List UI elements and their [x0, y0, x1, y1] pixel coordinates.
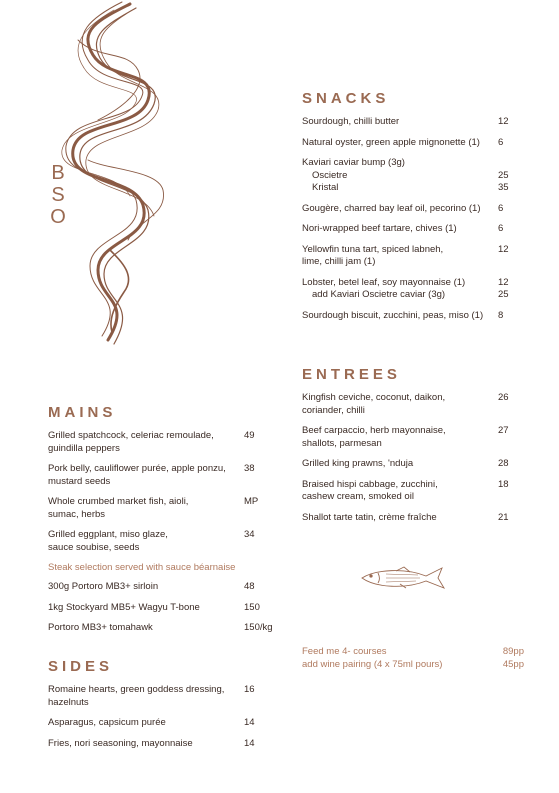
- menu-item-row: [48, 430, 278, 443]
- menu-item: [48, 622, 278, 635]
- menu-item-name: Grilled king prawns, 'nduja: [302, 458, 414, 469]
- menu-item-name: Yellowfin tuna tart, spiced labneh,: [302, 243, 444, 255]
- menu-item-row: [302, 479, 508, 492]
- menu-item-name: Sourdough, chilli butter: [302, 116, 400, 127]
- menu-item-price: 14: [244, 717, 255, 728]
- menu-item-row: [48, 463, 278, 476]
- menu-item-name: guindilla peppers: [48, 442, 120, 454]
- menu-item-name: Whole crumbed market fish, aioli,: [48, 496, 189, 507]
- menu-item-price: 6: [498, 136, 504, 148]
- entrees-list: [302, 392, 508, 524]
- menu-item-row: [48, 738, 278, 751]
- menu-item-row: [302, 512, 508, 525]
- menu-item-row: [302, 157, 508, 170]
- snacks-heading: SNACKS: [302, 90, 390, 107]
- menu-item-name: sumac, herbs: [48, 508, 106, 520]
- menu-item: [48, 738, 278, 751]
- menu-item-name: Nori-wrapped beef tartare, chives (1): [302, 223, 457, 234]
- feed-label: Feed me 4- courses: [302, 646, 387, 657]
- menu-item-price: 38: [244, 463, 255, 474]
- menu-sub-item-price: 25: [498, 289, 509, 300]
- fish-icon: [356, 563, 448, 593]
- menu-item-row: [302, 392, 508, 405]
- menu-item-price: 18: [498, 478, 509, 490]
- menu-item-price: MP: [244, 496, 259, 507]
- menu-item-row: [48, 496, 278, 509]
- menu-item-price: 48: [244, 581, 255, 592]
- menu-item-row: [302, 491, 508, 504]
- menu-item: [302, 244, 508, 269]
- menu-item-row: [302, 256, 508, 269]
- menu-item-name: Romaine hearts, green goddess dressing,: [48, 684, 225, 695]
- menu-item-price: 6: [498, 202, 504, 214]
- menu-item-name: Asparagus, capsicum purée: [48, 717, 166, 728]
- menu-item-row: [48, 684, 278, 697]
- menu-item-name: mustard seeds: [48, 475, 111, 487]
- sides-list: [48, 684, 278, 750]
- sides-section: [48, 658, 278, 758]
- menu-item-price: 12: [498, 276, 509, 288]
- menu-item: [302, 157, 508, 195]
- menu-item-name: Lobster, betel leaf, soy mayonnaise (1): [302, 276, 466, 288]
- menu-sub-item-name: add Kaviari Oscietre caviar (3g): [312, 289, 446, 300]
- sides-heading: SIDES: [48, 658, 114, 675]
- menu-item-price: 150: [244, 601, 260, 613]
- menu-sub-item: [302, 289, 508, 302]
- menu-sub-item-name: Kristal: [312, 182, 339, 193]
- menu-item-price: 34: [244, 529, 255, 540]
- price-spacer: [498, 491, 508, 504]
- logo-letter: O: [50, 206, 66, 228]
- menu-item-price: 27: [498, 425, 509, 436]
- menu-item-name: Grilled eggplant, miso glaze,: [48, 529, 168, 540]
- menu-item-price: 12: [498, 116, 509, 127]
- menu-item: [302, 425, 508, 450]
- menu-item-row: [48, 509, 278, 522]
- menu-item: [302, 277, 508, 302]
- menu-item-name: shallots, parmesan: [302, 437, 382, 449]
- menu-sub-item-price: 25: [498, 169, 509, 181]
- menu-item-row: [48, 697, 278, 710]
- menu-item-row: [302, 425, 508, 438]
- menu-item-row: [302, 116, 508, 129]
- menu-item-name: Shallot tarte tatin, crème fraîche: [302, 511, 437, 523]
- menu-item-name: Grilled spatchcock, celeriac remoulade,: [48, 430, 214, 441]
- snacks-section: [302, 90, 508, 330]
- menu-item: [48, 684, 278, 709]
- menu-item-name: Natural oyster, green apple mignonette (1): [302, 136, 480, 148]
- logo: [48, 162, 68, 228]
- price-spacer: [244, 542, 278, 555]
- menu-item-row: [48, 602, 278, 615]
- menu-item-name: Kaviari caviar bump (3g): [302, 157, 405, 168]
- menu-sub-item: [302, 170, 508, 183]
- menu-item: [48, 529, 278, 554]
- menu-item-row: [48, 581, 278, 594]
- menu-item: [302, 116, 508, 129]
- menu-item-price: 8: [498, 309, 504, 321]
- logo-letter: S: [51, 184, 65, 206]
- menu-item: [302, 223, 508, 236]
- menu-item-price: 6: [498, 223, 504, 234]
- feed-price: 45pp: [502, 658, 524, 670]
- feed-row: [302, 646, 524, 659]
- menu-item-price: 26: [498, 392, 509, 403]
- menu-item-price: 28: [498, 458, 509, 469]
- price-spacer: [244, 697, 278, 710]
- menu-item-name: Gougère, charred bay leaf oil, pecorino (1): [302, 202, 481, 214]
- menu-item-price: 16: [244, 684, 255, 695]
- menu-item-row: [302, 203, 508, 216]
- menu-item: [48, 717, 278, 730]
- menu-item-price: 14: [244, 737, 255, 749]
- menu-item-price: 150/kg: [244, 622, 273, 633]
- menu-item-row: [48, 622, 278, 635]
- menu-item: [302, 310, 508, 323]
- menu-item: [302, 392, 508, 417]
- menu-item-row: [302, 405, 508, 418]
- menu-item-name: cashew cream, smoked oil: [302, 491, 414, 502]
- feed-row: [302, 659, 524, 672]
- menu-item: [302, 479, 508, 504]
- mains-section: [48, 404, 278, 643]
- menu-item-name: coriander, chilli: [302, 404, 365, 416]
- menu-item-row: [302, 310, 508, 323]
- feed-label: add wine pairing (4 x 75ml pours): [302, 658, 443, 670]
- menu-item-row: [302, 244, 508, 257]
- menu-item-row: [48, 476, 278, 489]
- menu-item-row: [302, 137, 508, 150]
- menu-item-name: Pork belly, cauliflower purée, apple ponzu,: [48, 463, 226, 474]
- menu-sub-item: [302, 182, 508, 195]
- menu-sub-item-price: 35: [498, 182, 509, 193]
- menu-item: [48, 602, 278, 615]
- snacks-list: [302, 116, 508, 322]
- feed-me-section: [302, 646, 524, 671]
- menu-item-row: [302, 438, 508, 451]
- price-spacer: [498, 405, 508, 418]
- price-spacer: [244, 509, 278, 522]
- menu-item-name: Sourdough biscuit, zucchini, peas, miso (1): [302, 309, 484, 321]
- price-spacer: [498, 256, 508, 269]
- menu-item-name: Portoro MB3+ tomahawk: [48, 622, 153, 633]
- menu-item-name: Kingfish ceviche, coconut, daikon,: [302, 392, 446, 403]
- menu-item-price: 49: [244, 430, 255, 441]
- menu-item-name: 300g Portoro MB3+ sirloin: [48, 581, 159, 592]
- entrees-section: [302, 366, 508, 532]
- logo-letter: B: [51, 162, 65, 184]
- menu-item-row: [48, 529, 278, 542]
- menu-item-name: hazelnuts: [48, 696, 89, 708]
- menu-item: [48, 581, 278, 594]
- menu-sub-item-name: Oscietre: [312, 169, 348, 181]
- menu-item-price: 12: [498, 243, 509, 255]
- steak-note: Steak selection served with sauce béarnaise: [48, 562, 236, 573]
- menu-item-row: [48, 542, 278, 555]
- menu-item-row: [302, 223, 508, 236]
- menu-item: [48, 496, 278, 521]
- menu-item: [302, 203, 508, 216]
- menu-item-row: [302, 277, 508, 290]
- price-spacer: [498, 438, 508, 451]
- menu-item-name: Fries, nori seasoning, mayonnaise: [48, 737, 193, 749]
- menu-item: [302, 512, 508, 525]
- feed-price: 89pp: [502, 646, 524, 657]
- steaks-list: [48, 581, 278, 635]
- menu-item: [48, 430, 278, 455]
- mains-list: [48, 430, 278, 554]
- menu-item-name: Beef carpaccio, herb mayonnaise,: [302, 425, 446, 436]
- menu-item-row: [48, 443, 278, 456]
- menu-item-row: [48, 717, 278, 730]
- price-spacer: [244, 476, 278, 489]
- entrees-heading: ENTREES: [302, 366, 401, 383]
- menu-item-price: [498, 157, 508, 170]
- price-spacer: [244, 443, 278, 456]
- menu-item-price: 21: [498, 511, 509, 523]
- menu-item: [48, 463, 278, 488]
- mains-heading: MAINS: [48, 404, 117, 421]
- menu-item-row: [302, 458, 508, 471]
- menu-item: [302, 458, 508, 471]
- menu-item-name: lime, chilli jam (1): [302, 256, 376, 267]
- menu-item-name: Braised hispi cabbage, zucchini,: [302, 478, 438, 490]
- menu-item-name: sauce soubise, seeds: [48, 541, 140, 553]
- menu-item-name: 1kg Stockyard MB5+ Wagyu T-bone: [48, 601, 200, 613]
- menu-item: [302, 137, 508, 150]
